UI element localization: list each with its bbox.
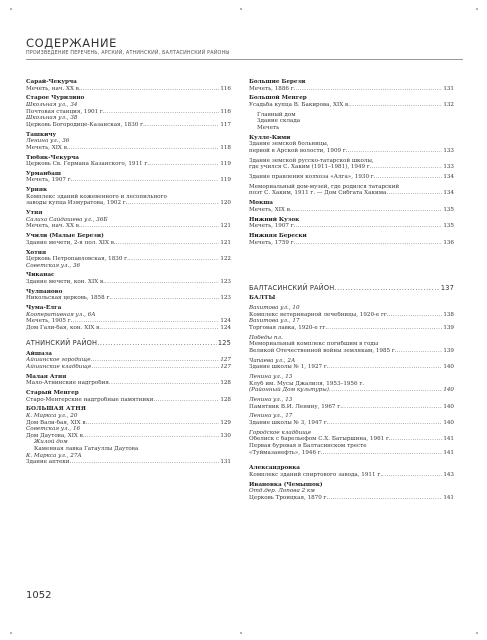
toc-address: Советская ул., 36 [26,262,81,269]
toc-entry[interactable]: (Районный Дом культуры) ..... 140 [249,387,454,394]
toc-section: Александровка [249,465,300,472]
toc-address: Школьная ул., 38 [26,115,78,122]
toc-address: Жилой дом [34,439,68,446]
toc-entry[interactable]: Мечеть, 1759 г. ..... 136 [249,240,454,247]
toc-entry[interactable]: «Туймазанефть», 1946 г. ..... 141 [249,450,454,457]
toc-entry[interactable]: Мечеть, нач. ХХ в. ..... 121 [26,223,231,230]
toc-entry[interactable]: Здание мечети, кон. ХIХ в. ..... 123 [26,279,231,286]
toc-entry[interactable]: Мечеть, нач. ХХ в. ..... 116 [26,86,231,93]
toc-entry-line: Главный дом [257,111,296,118]
toc-entry[interactable]: Церковь Троицкая, 1870 г. ..... 141 [249,495,454,502]
toc-entry[interactable]: заводы купца Измуратова, 1902 г. ..... 120 [26,200,231,207]
toc-entry[interactable]: Дом Вали-бая, ХIХ в. ..... 129 [26,420,231,427]
toc-address: К. Маркса ул., 27А [26,452,82,459]
toc-section: Большой Менгер [249,95,307,102]
toc-section: Утня [26,210,43,217]
toc-entry[interactable]: Здание правления колхоза «Алга», 1930 г. ..... 134 [249,174,454,181]
toc-entry-line: Здание земской русско-татарской школы, [249,157,374,164]
toc-address: Городское кладбище [249,429,312,436]
toc-section: Урманбаш [26,170,61,177]
toc-entry[interactable]: где учился С. Хаким (1911–1981), 1949 г. ..... 133 [249,164,454,171]
toc-address: Школьная ул., 34 [26,101,78,108]
crop-mark [10,8,12,10]
toc-entry[interactable]: Мечеть, ХIХ в. ..... 135 [249,207,454,214]
crop-mark [476,8,478,10]
toc-section: Урняк [26,187,48,194]
toc-entry[interactable]: Почтовая станция, 1901 г. ..... 116 [26,109,231,116]
toc-section: Большие Берези [249,79,306,85]
toc-entry[interactable]: Церковь Св. Германа Казанского, 1911 г. ..... 119 [26,161,231,168]
district-heading[interactable]: АТНИНСКИЙ РАЙОН ..... 125 [26,339,231,347]
toc-entry-line: Здание склада [257,118,301,125]
page-title: СОДЕРЖАНИЕ [26,36,118,50]
toc-section: Старое Чурилино [26,95,85,102]
toc-entry[interactable]: Здание мечети, 2-я пол. ХIХ в. ..... 121 [26,240,231,247]
toc-entry[interactable]: Обелиск с барельефом С.Х. Батыршина, 1961 г. ..... 141 [249,436,454,443]
toc-section: БАЛТЫ [249,295,276,302]
toc-entry-line: Мемориальный комплекс погибшим в годы [249,341,379,348]
toc-section: Сарай-Чекурча [26,79,77,85]
toc-address: Вахитова ул., 10 [249,305,300,312]
toc-address: К. Маркса ул., 20 [26,412,78,419]
toc-entry[interactable]: Айшинские кладбище ..... 127 [26,364,231,371]
district-heading[interactable]: БАЛТАСИНСКИЙ РАЙОН ..... 137 [249,284,454,292]
toc-section: Нижняя Берески [249,232,307,239]
crop-mark [240,632,242,634]
toc-entry[interactable]: Дом Гали-бая, кон. ХIХ в. ..... 124 [26,325,231,332]
toc-entry[interactable]: Мечеть, 1905 г. ..... 124 [26,318,231,325]
toc-section: БОЛЬШАЯ АТНЯ [26,406,87,413]
toc-section: Тюбяк-Чекурча [26,154,79,161]
toc-entry[interactable]: Здание аптеки ..... 131 [26,459,231,466]
page-number: 1052 [26,590,52,601]
toc-entry[interactable]: Комплекс ветеринарной лечебницы, 1920-е гг. ..... 138 [249,312,454,319]
toc-entry-line: Мемориальный дом-музей, где родился татарский [249,183,400,190]
toc-entry[interactable]: Мечеть, ХIХ в. ..... 118 [26,145,231,152]
toc-column-right [249,76,454,501]
toc-section: Малая Атня [26,373,67,380]
toc-section: Кулле-Кими [249,134,291,141]
page-subtitle: ПРОИЗВЕДЕНИЕ ПЕРЕЧЕНЬ, АРСКИЙ, АТНИНСКИЙ, БАЛТАСИНСКИЙ РАЙОНЫ [26,51,463,60]
toc-entry[interactable]: Усадьба купца В. Бакирова, ХIХ в. ..... 132 [249,102,454,109]
toc-address: Кооперативная ул., 6А [26,311,96,318]
toc-entry[interactable]: поэт С. Хаким, 1911 г. — Дом Сибгата Хакима ..... 134 [249,190,454,197]
toc-section: Мокша [249,200,273,207]
toc-address: Отд.дер. Лопова 2 км [249,488,315,495]
toc-entry[interactable]: Великой Отечественной войны землякам, 1985 г. ..... 139 [249,348,454,355]
toc-entry[interactable]: Здание школы № 1, 1927 г. ..... 140 [249,364,454,371]
toc-entry[interactable]: Айшинское городище ..... 127 [26,357,231,364]
toc-entry-line: Клуб им. Мусы Джалиля, 1953–1956 г. [249,380,365,387]
toc-entry-line: Комплекс зданий кожевенного и лесопильного [26,193,167,200]
crop-mark [476,632,478,634]
toc-column-left [26,76,231,466]
toc-address: Победы пл. [249,334,283,341]
toc-entry-line: Первая буровая в Балтасинском тресте [249,442,367,449]
toc-entry[interactable]: первой в Арской волости, 1909 г. ..... 133 [249,148,454,155]
toc-address: Чапаева ул., 2А [249,357,296,364]
crop-mark [10,632,12,634]
toc-entry[interactable]: Дом Даутова, ХIХ в. ..... 130 [26,433,231,440]
toc-section: Нижний Кузок [249,216,300,223]
toc-section: Чулпаново [26,288,63,295]
toc-entry[interactable]: Церковь Петропавловская, 1830 г. ..... 122 [26,256,231,263]
toc-address: Ленина ул., 13 [249,374,293,381]
toc-address: Советская ул., 16 [26,426,81,433]
toc-section: Айшаза [26,350,52,357]
toc-address: Салиха Сайдашева ул., 36Б [26,216,108,223]
toc-entry[interactable]: Комплекс зданий спиртового завода, 1911 г. ..... 143 [249,472,454,479]
toc-address: Ленина ул., 36 [26,138,70,145]
crop-mark [240,8,242,10]
toc-section: Учили (Малые Берези) [26,233,104,240]
toc-entry[interactable]: Торговая лавка, 1920-е гг. ..... 139 [249,325,454,332]
toc-section: Чиканас [26,272,55,279]
toc-section: Чума-Елга [26,305,62,312]
toc-entry[interactable]: Мечеть, 1907 г. ..... 119 [26,177,231,184]
toc-section: Ивановка (Чемышок) [249,481,323,488]
toc-entry[interactable]: Мечеть, 1907 г. ..... 135 [249,223,454,230]
page-header [26,36,463,60]
toc-entry[interactable]: Мало-Атнинские надгробия ..... 128 [26,380,231,387]
toc-entry[interactable]: Церковь Богородице-Казанская, 1830 г. ..... 117 [26,122,231,129]
toc-entry[interactable]: Памятник В.И. Ленину, 1967 г. ..... 140 [249,404,454,411]
toc-entry-line: Каменная лавка Гатауллы Даутова [34,445,139,452]
toc-entry[interactable]: Мечеть, 1886 г. ..... 131 [249,86,454,93]
toc-address: Ленина ул., 13 [249,397,293,403]
toc-address: Ленина ул., 17 [249,413,293,420]
toc-section: Ташкичу [26,131,57,138]
toc-entry-line: Мечеть [257,124,280,131]
toc-entry[interactable]: Здание школы № 3, 1947 г. ..... 140 [249,420,454,427]
toc-section: Старый Менгер [26,390,79,396]
toc-section: Хотня [26,249,47,256]
toc-entry-line: Здание земской больницы, [249,141,329,148]
toc-address: Вахитова ул., 17 [249,318,300,325]
toc-entry[interactable]: Старо-Менгерские надгробные памятники ..... 128 [26,397,231,404]
toc-entry[interactable]: Никольская церковь, 1858 г. ..... 123 [26,295,231,302]
